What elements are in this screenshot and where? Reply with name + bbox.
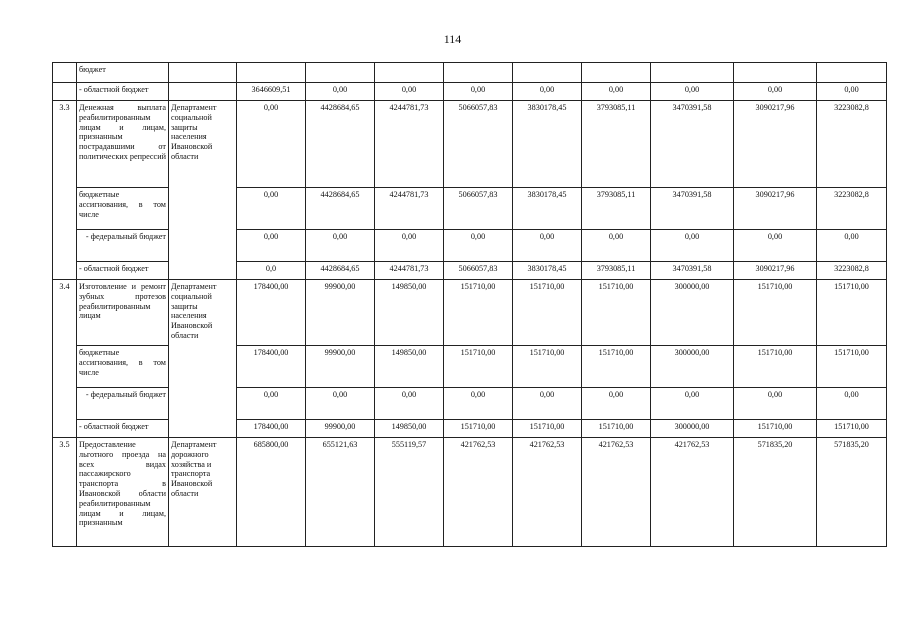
value-cell: 0,00 [306, 230, 375, 262]
value-cell: 421762,53 [513, 438, 582, 547]
value-cell: 300000,00 [651, 280, 734, 346]
table-row [53, 83, 887, 101]
value-cell: 0,00 [651, 388, 734, 420]
value-cell: 99900,00 [306, 346, 375, 388]
value-cell: 0,00 [817, 388, 887, 420]
value-cell: 0,00 [817, 83, 887, 101]
value-cell: 0,00 [375, 388, 444, 420]
value-cell [817, 63, 887, 83]
value-cell [375, 63, 444, 83]
item-name-cell: - федеральный бюджет [77, 230, 169, 262]
value-cell: 0,00 [375, 230, 444, 262]
value-cell: 151710,00 [817, 420, 887, 438]
value-cell: 178400,00 [237, 420, 306, 438]
value-cell: 4244781,73 [375, 262, 444, 280]
value-cell: 555119,57 [375, 438, 444, 547]
value-cell: 3090217,96 [734, 188, 817, 230]
value-cell: 571835,20 [734, 438, 817, 547]
item-name-cell: - областной бюджет [77, 262, 169, 280]
value-cell: 685800,00 [237, 438, 306, 547]
value-cell: 0,00 [444, 388, 513, 420]
value-cell: 178400,00 [237, 346, 306, 388]
value-cell: 5066057,83 [444, 101, 513, 188]
value-cell: 3830178,45 [513, 188, 582, 230]
value-cell: 149850,00 [375, 420, 444, 438]
value-cell: 300000,00 [651, 420, 734, 438]
value-cell: 0,00 [237, 230, 306, 262]
value-cell: 0,00 [817, 230, 887, 262]
value-cell [444, 63, 513, 83]
value-cell: 0,00 [513, 230, 582, 262]
value-cell [306, 63, 375, 83]
value-cell: 0,00 [237, 101, 306, 188]
value-cell: 421762,53 [651, 438, 734, 547]
value-cell: 0,00 [651, 83, 734, 101]
value-cell: 0,00 [513, 388, 582, 420]
value-cell: 151710,00 [444, 420, 513, 438]
row-number-cell: 3.5 [53, 438, 77, 547]
value-cell: 99900,00 [306, 420, 375, 438]
value-cell: 421762,53 [582, 438, 651, 547]
value-cell [734, 63, 817, 83]
value-cell: 4244781,73 [375, 101, 444, 188]
value-cell: 5066057,83 [444, 188, 513, 230]
value-cell: 0,00 [582, 230, 651, 262]
item-name-cell: Изготовление и ремонт зубных протезов реабилитированным лицам [77, 280, 169, 346]
page-number: 114 [443, 32, 462, 46]
value-cell: 0,00 [651, 230, 734, 262]
table-row [53, 438, 887, 547]
value-cell: 571835,20 [817, 438, 887, 547]
value-cell [513, 63, 582, 83]
value-cell: 4428684,65 [306, 188, 375, 230]
value-cell: 4244781,73 [375, 188, 444, 230]
value-cell: 0,00 [734, 388, 817, 420]
value-cell: 0,00 [306, 83, 375, 101]
value-cell: 151710,00 [582, 280, 651, 346]
value-cell: 151710,00 [444, 346, 513, 388]
executor-cell [169, 83, 237, 101]
item-name-cell: бюджетные ассигнования, в том числе [77, 346, 169, 388]
item-name-cell: бюджет [77, 63, 169, 83]
item-name-cell: - областной бюджет [77, 420, 169, 438]
executor-cell: Департамент социальной защиты населения Ивановской области [169, 280, 237, 438]
value-cell: 3830178,45 [513, 262, 582, 280]
value-cell: 151710,00 [734, 346, 817, 388]
value-cell: 3470391,58 [651, 188, 734, 230]
row-number-cell: 3.4 [53, 280, 77, 438]
value-cell: 3223082,8 [817, 101, 887, 188]
value-cell: 5066057,83 [444, 262, 513, 280]
table-row [53, 63, 887, 83]
value-cell: 151710,00 [817, 346, 887, 388]
executor-cell [169, 63, 237, 83]
value-cell: 151710,00 [444, 280, 513, 346]
value-cell: 149850,00 [375, 346, 444, 388]
value-cell: 151710,00 [734, 420, 817, 438]
value-cell: 3223082,8 [817, 262, 887, 280]
table-row [53, 280, 887, 346]
row-number-cell [53, 63, 77, 83]
budget-table [52, 62, 887, 547]
value-cell: 3223082,8 [817, 188, 887, 230]
value-cell: 3830178,45 [513, 101, 582, 188]
value-cell: 178400,00 [237, 280, 306, 346]
table-row [53, 101, 887, 188]
value-cell: 0,00 [582, 83, 651, 101]
value-cell: 151710,00 [513, 280, 582, 346]
value-cell: 151710,00 [513, 346, 582, 388]
value-cell: 655121,63 [306, 438, 375, 547]
value-cell: 151710,00 [582, 420, 651, 438]
value-cell: 3470391,58 [651, 101, 734, 188]
value-cell: 3793085,11 [582, 262, 651, 280]
value-cell: 0,00 [734, 83, 817, 101]
value-cell: 3793085,11 [582, 101, 651, 188]
value-cell: 3793085,11 [582, 188, 651, 230]
value-cell: 3470391,58 [651, 262, 734, 280]
value-cell: 0,00 [237, 188, 306, 230]
row-number-cell [53, 83, 77, 101]
value-cell: 0,00 [513, 83, 582, 101]
item-name-cell: Предоставление льготного проезда на всех видах пассажирского транспорта в Ивановской области реабилитированным лицам и лицам, признанным [77, 438, 169, 547]
item-name-cell: Денежная выплата реабилитированным лицам и лицам, признанным пострадавшими от политических репрессий [77, 101, 169, 188]
value-cell: 151710,00 [582, 346, 651, 388]
value-cell: 151710,00 [513, 420, 582, 438]
value-cell: 3090217,96 [734, 101, 817, 188]
value-cell: 0,00 [734, 230, 817, 262]
value-cell: 151710,00 [734, 280, 817, 346]
value-cell: 0,00 [237, 388, 306, 420]
value-cell: 149850,00 [375, 280, 444, 346]
value-cell: 4428684,65 [306, 262, 375, 280]
value-cell: 151710,00 [817, 280, 887, 346]
executor-cell: Департамент дорожного хозяйства и транспорта Ивановской области [169, 438, 237, 547]
value-cell [237, 63, 306, 83]
value-cell: 4428684,65 [306, 101, 375, 188]
value-cell: 3090217,96 [734, 262, 817, 280]
value-cell: 3646609,51 [237, 83, 306, 101]
value-cell: 0,00 [306, 388, 375, 420]
value-cell: 99900,00 [306, 280, 375, 346]
value-cell: 0,00 [582, 388, 651, 420]
value-cell: 0,0 [237, 262, 306, 280]
value-cell: 0,00 [444, 230, 513, 262]
item-name-cell: бюджетные ассигнования, в том числе [77, 188, 169, 230]
item-name-cell: - федеральный бюджет [77, 388, 169, 420]
value-cell: 421762,53 [444, 438, 513, 547]
row-number-cell: 3.3 [53, 101, 77, 280]
value-cell [582, 63, 651, 83]
item-name-cell: - областной бюджет [77, 83, 169, 101]
value-cell: 0,00 [444, 83, 513, 101]
value-cell: 300000,00 [651, 346, 734, 388]
value-cell: 0,00 [375, 83, 444, 101]
executor-cell: Департамент социальной защиты населения Ивановской области [169, 101, 237, 280]
value-cell [651, 63, 734, 83]
